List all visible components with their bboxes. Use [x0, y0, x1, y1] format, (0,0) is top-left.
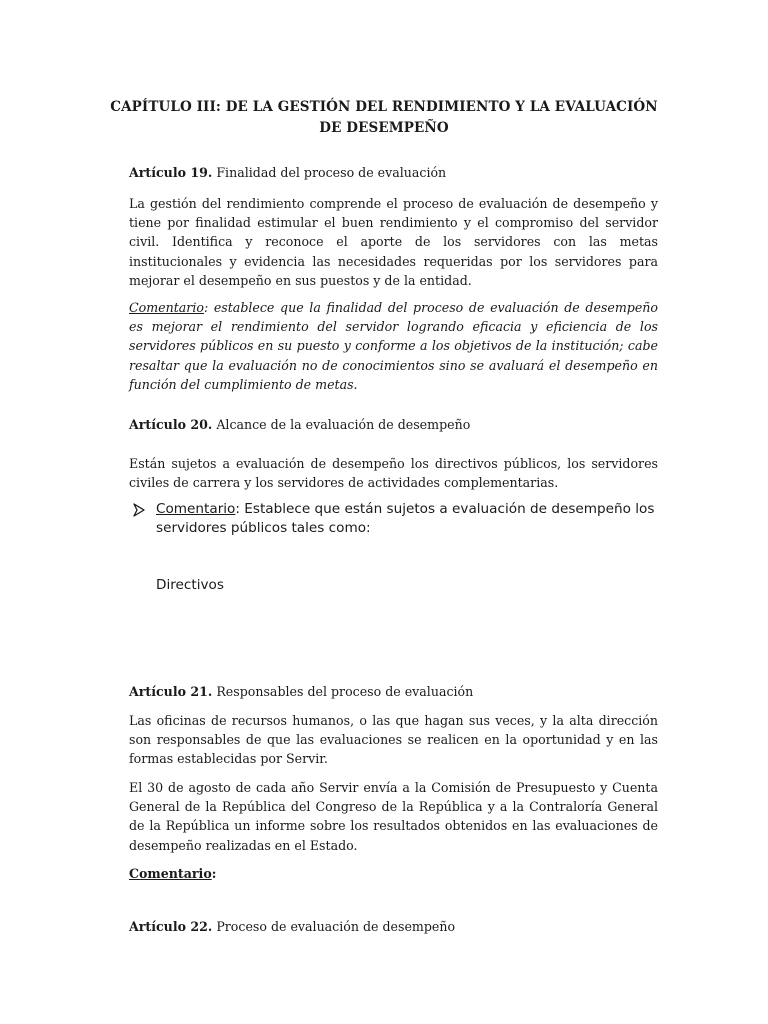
article-20-body: Están sujetos a evaluación de desempeño los directivos públicos, los servidores civiles de carrera y los servidores de actividades complementarias. — [129, 456, 658, 491]
chapter-title-line2: DE DESEMPEÑO — [319, 120, 449, 136]
article-21-body-2: El 30 de agosto de cada año Servir envía a la Comisión de Presupuesto y Cuenta General de la República del Congreso de la República y a la Contraloría General de la República un informe sobre los resultados obtenidos en las evaluaciones de desempeño realizadas en el Estado. — [129, 780, 658, 853]
article-20-comment-label: Comentario — [156, 501, 236, 517]
article-21-body-1: Las oficinas de recursos humanos, o las que hagan sus veces, y la alta dirección son responsables de que las evaluaciones se realicen en la oportunidad y en las formas establecidas por Servir. — [129, 713, 658, 767]
article-21-comment-colon: : — [211, 866, 217, 881]
article-20-item-directivos: Directivos — [156, 577, 224, 593]
article-21-heading — [129, 682, 473, 701]
article-19-comment-label: Comentario — [129, 300, 204, 315]
article-21-title: Responsables del proceso de evaluación — [212, 684, 474, 699]
article-21-comment — [129, 864, 216, 883]
article-20-heading — [129, 415, 470, 434]
arrow-bullet-icon — [131, 502, 147, 518]
article-20-comment — [156, 500, 666, 538]
article-22-title: Proceso de evaluación de desempeño — [212, 919, 456, 934]
article-19-comment-text: : establece que la finalidad del proceso de evaluación de desempeño es mejorar el rendimiento del servidor logrando eficacia y eficiencia de los servidores públicos en su puesto y conforme a los objetivos de la institución; cabe resaltar que la evaluación no de conocimientos sino se avaluará el desempeño en función del cumplimiento de metas. — [129, 300, 658, 392]
article-19-body: La gestión del rendimiento comprende el proceso de evaluación de desempeño y tiene por finalidad estimular el buen rendimiento y el compromiso del servidor civil. Identifica y reconoce el aporte de los servidores con las metas institucionales y evidencia las necesidades requeridas por los servidores para mejorar el desempeño en sus puestos y de la entidad. — [129, 196, 658, 288]
article-19-label: Artículo 19. — [129, 165, 213, 180]
article-22-label: Artículo 22. — [129, 919, 213, 934]
article-22-heading — [129, 917, 455, 936]
chapter-title-line1: CAPÍTULO III: DE LA GESTIÓN DEL RENDIMIENTO Y LA EVALUACIÓN — [110, 99, 658, 115]
article-20-title: Alcance de la evaluación de desempeño — [212, 417, 471, 432]
article-20-label: Artículo 20. — [129, 417, 213, 432]
article-19-comment — [129, 298, 658, 394]
article-19-title: Finalidad del proceso de evaluación — [212, 165, 447, 180]
article-21-label: Artículo 21. — [129, 684, 213, 699]
chapter-title — [100, 97, 668, 139]
article-19-heading — [129, 163, 446, 182]
article-20-comment-text: : Establece que están sujetos a evaluación de desempeño los servidores públicos tales como: — [156, 501, 655, 536]
article-21-comment-label: Comentario — [129, 866, 212, 881]
